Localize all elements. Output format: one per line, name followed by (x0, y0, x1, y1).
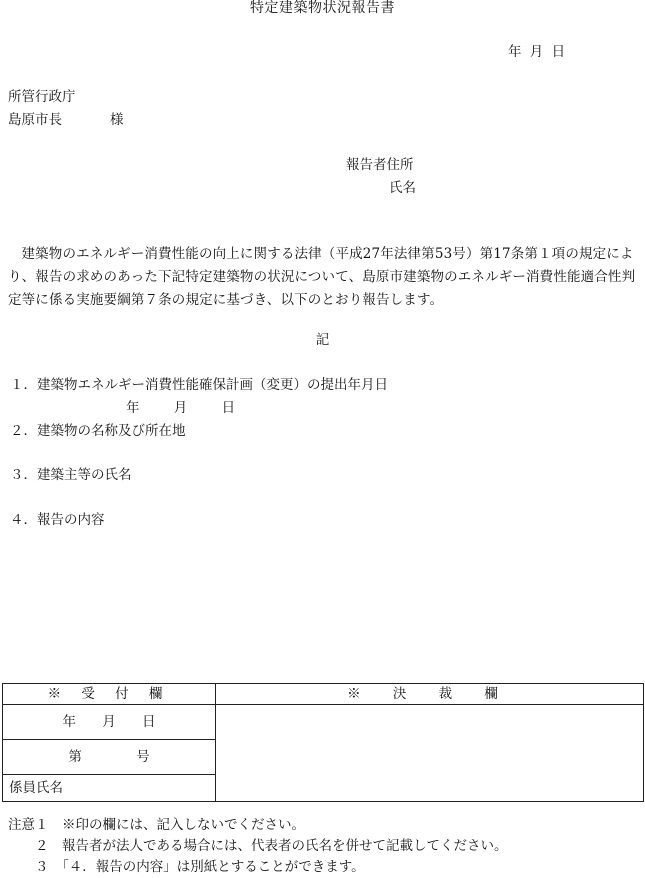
office-use-table (2, 683, 644, 802)
addressee-line (8, 112, 124, 129)
item-1-date: 年 月 日 (126, 400, 236, 416)
reception-date-cell: 年 月 日 (3, 705, 216, 740)
notes (8, 815, 508, 878)
item-2: ２．建築物の名称及び所在地 (10, 423, 186, 439)
item-4: ４．報告の内容 (10, 512, 105, 528)
page-title: 特定建築物状況報告書 (250, 0, 395, 16)
reporter-address-label: 報告者住所 (346, 157, 414, 173)
addressee-mayor: 島原市長 (8, 112, 62, 128)
decision-header: ※ 決 裁 欄 (216, 684, 644, 705)
report-body: 建築物のエネルギー消費性能の向上に関する法律（平成27年法律第53号）第17条第１項の規定により、報告の求めのあった下記特定建築物の状況について、島原市建築物のエネルギー消費性能適合性判定等に係る実施要綱第７条の規定に基づき、以下のとおり報告します。 (8, 246, 636, 308)
addressee-honorific: 様 (110, 112, 124, 128)
report-date: 年 月 日 (508, 44, 566, 60)
note-2: ２ 報告者が法人である場合には、代表者の氏名を併せて記載してください。 (8, 838, 508, 854)
reception-number-cell: 第 号 (3, 740, 216, 775)
ki-heading: 記 (315, 332, 330, 348)
note-3: ３ 「４．報告の内容」は別紙とすることができます。 (8, 859, 365, 875)
item-3: ３．建築主等の氏名 (10, 467, 132, 483)
reception-header: ※ 受 付 欄 (3, 684, 216, 705)
decision-area (216, 705, 644, 802)
reporter-name-label: 氏名 (389, 180, 416, 196)
staff-name-cell: 係員氏名 (3, 775, 216, 802)
addressee-authority: 所管行政庁 (8, 89, 76, 105)
note-1: 注意１ ※印の欄には、記入しないでください。 (8, 817, 305, 833)
item-1: １．建築物エネルギー消費性能確保計画（変更）の提出年月日 (10, 377, 388, 393)
